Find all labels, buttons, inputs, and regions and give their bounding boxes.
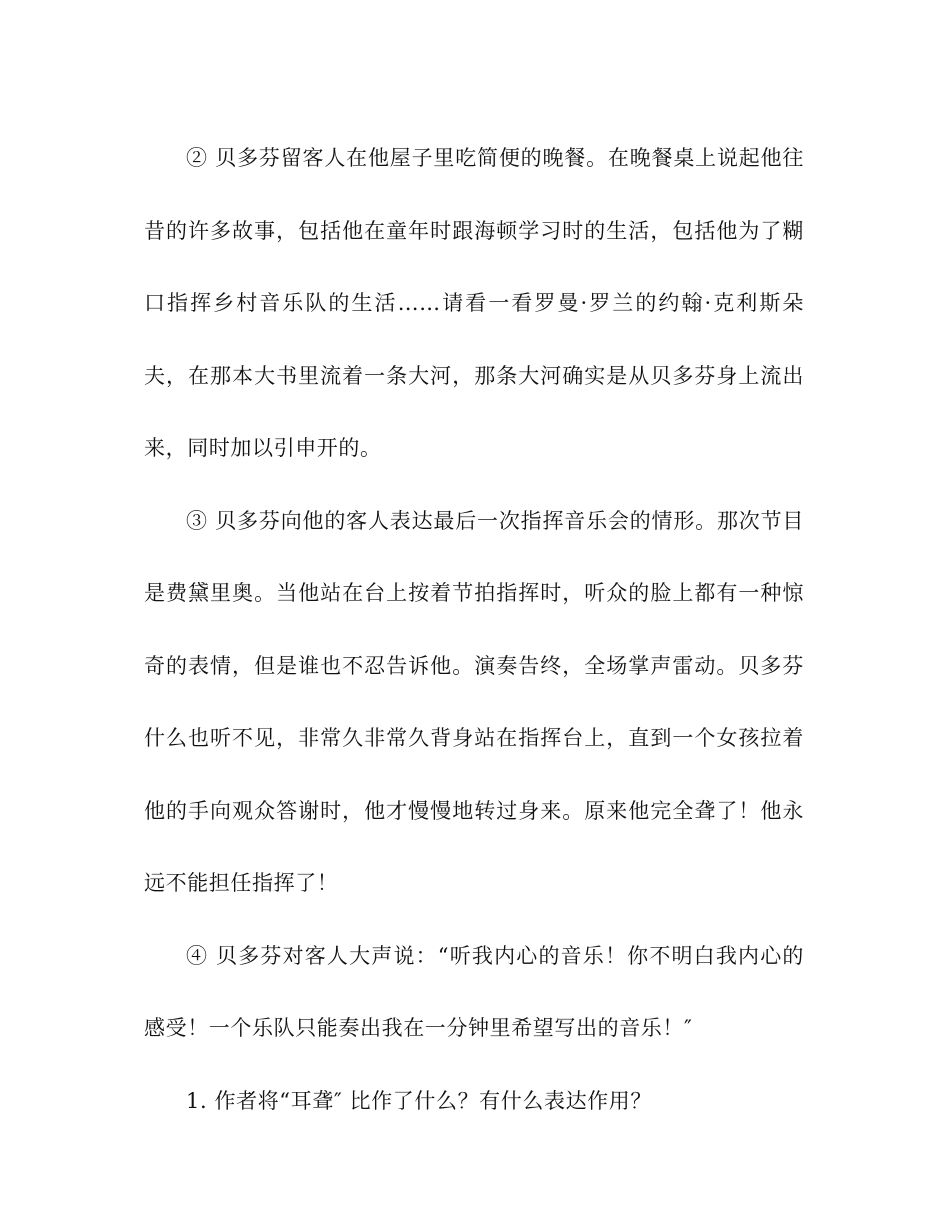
document-body [144, 122, 804, 1137]
paragraph-3: ③ 贝多芬向他的客人表达最后一次指挥音乐会的情形。那次节目是费黛里奥。当他站在台上按着节拍指挥时，听众的脸上都有一种惊奇的表情，但是谁也不忍告诉他。演奏告终，全场掌声雷动。贝多芬什么也听不见，非常久非常久背身站在指挥台上，直到一个女孩拉着他的手向观众答谢时，他才慢慢地转过身来。原来他完全聋了！他永远不能担任指挥了！ [144, 508, 804, 895]
paragraph-4: ④ 贝多芬对客人大声说：“听我内心的音乐！你不明白我内心的感受！一个乐队只能奏出我在一分钟里希望写出的音乐！″ [144, 943, 804, 1040]
question-1: 1. 作者将“耳聋″ 比作了什么？有什么表达作用？ [186, 1088, 652, 1113]
paragraph-2: ② 贝多芬留客人在他屋子里吃简便的晚餐。在晚餐桌上说起他往昔的许多故事，包括他在童年时跟海顿学习时的生活，包括他为了糊口指挥乡村音乐队的生活……请看一看罗曼·罗兰的约翰·克利斯朵夫，在那本大书里流着一条大河，那条大河确实是从贝多芬身上流出来，同时加以引申开的。 [144, 146, 804, 460]
